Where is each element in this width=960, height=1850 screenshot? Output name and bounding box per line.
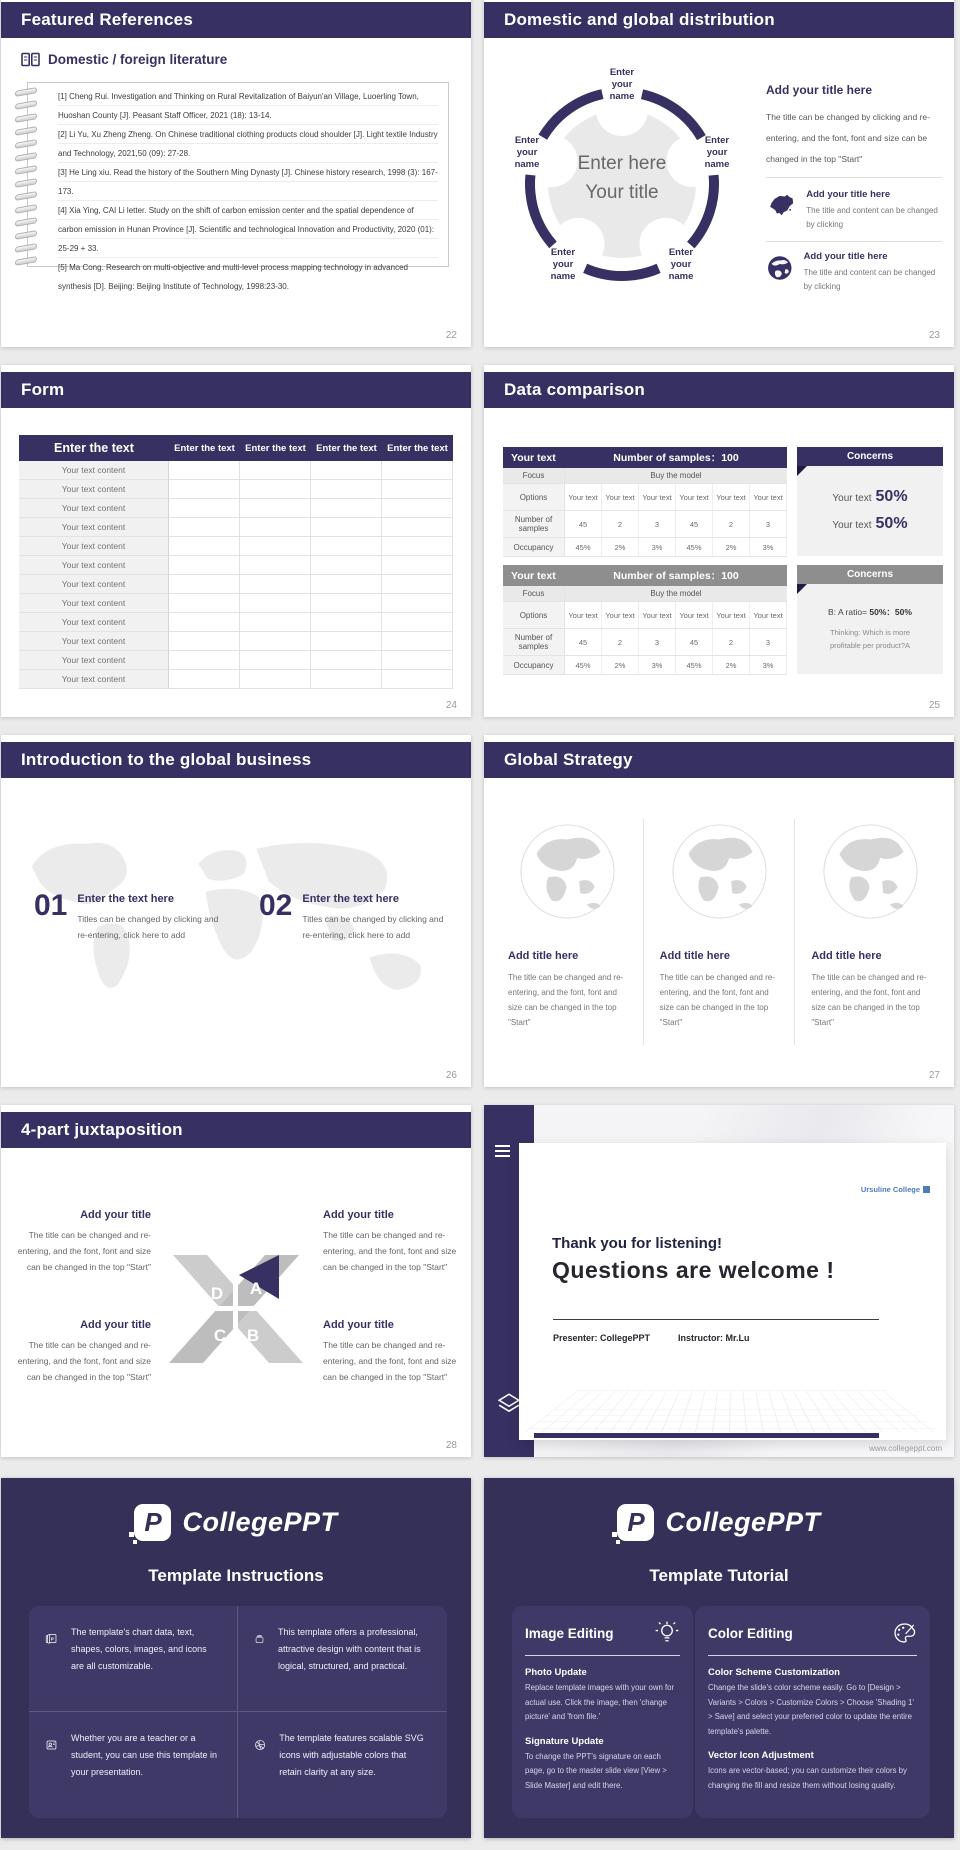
panel-title: Template Instructions	[148, 1566, 324, 1585]
brand-logo	[484, 1504, 954, 1541]
concerns-body	[797, 584, 943, 674]
options-label: Options	[503, 484, 565, 510]
credits-row	[553, 1333, 750, 1343]
slide-data-comparison	[484, 365, 954, 717]
brand-name: CollegePPT	[182, 1507, 338, 1537]
empty-cell	[382, 594, 453, 613]
slide-form	[1, 365, 471, 717]
concerns-title: Concerns	[797, 447, 943, 466]
spiral-binding	[15, 89, 37, 264]
website-url: www.collegeppt.com	[869, 1444, 942, 1453]
empty-cell	[169, 575, 240, 594]
occupancy-cell: 45%	[565, 656, 602, 674]
option-cell: Your text	[639, 602, 676, 628]
occupancy-cell: 2%	[713, 656, 750, 674]
empty-cell	[311, 670, 382, 689]
questions-line: Questions are welcome !	[552, 1257, 835, 1283]
concerns-title: Concerns	[797, 565, 943, 584]
focus-value: Buy the model	[565, 468, 787, 483]
focus-label: Focus	[503, 586, 565, 601]
slide-global-strategy	[484, 735, 954, 1087]
divider	[766, 177, 942, 178]
occupancy-cell: 45%	[565, 538, 602, 556]
instruction-text: The template's chart data, text, shapes, colors, images, and icons are all customizable.	[71, 1627, 207, 1671]
badge-icon	[45, 1730, 58, 1760]
occupancy-cell: 2%	[602, 538, 639, 556]
item-title: Add your title here	[806, 189, 891, 200]
jx-block-top-right	[323, 1209, 463, 1275]
palette-icon	[891, 1620, 917, 1646]
ball-icon	[254, 1730, 266, 1760]
page-number: 25	[928, 700, 940, 711]
table-name: Your text	[511, 569, 556, 582]
table-row	[19, 651, 453, 670]
empty-cell	[240, 651, 311, 670]
option-cell: Your text	[565, 484, 602, 510]
empty-cell	[240, 556, 311, 575]
instruction-card-2	[238, 1606, 447, 1712]
empty-cell	[311, 461, 382, 480]
option-cell: Your text	[750, 484, 787, 510]
item-body: Titles can be changed by clicking and re-entering, click here to add	[302, 914, 444, 940]
diagram-center-text	[547, 149, 697, 207]
slide-title: Domestic and global distribution	[504, 10, 775, 29]
empty-cell	[311, 594, 382, 613]
sample-cell: 3	[639, 629, 676, 655]
slide-title: 4-part juxtaposition	[21, 1120, 183, 1139]
option-cell: Your text	[565, 602, 602, 628]
center-line-1: Enter here	[577, 153, 667, 174]
concern-line: Your text 50%	[832, 488, 908, 505]
block-body: The title can be changed and re-entering, and the font, font and size can be changed in the top "Start"	[323, 1340, 457, 1382]
letter-c: C	[213, 1326, 227, 1345]
empty-cell	[311, 575, 382, 594]
panel-template-instructions	[1, 1478, 471, 1838]
tutorial-subhead: Color Scheme Customization	[708, 1667, 840, 1678]
empty-cell	[240, 632, 311, 651]
panel-template-tutorial	[484, 1478, 954, 1838]
collegeppt-logo-icon: P	[134, 1504, 171, 1541]
tutorial-card-image-editing	[512, 1606, 693, 1818]
option-cell: Your text	[676, 602, 713, 628]
slide-intro-global-business	[1, 735, 471, 1087]
diagram-node-bottom-left: Enter your name	[550, 247, 576, 282]
ribbon-x-graphic	[151, 1247, 321, 1371]
table-row	[19, 594, 453, 613]
block-body: The title can be changed and re-entering, and the font, font and size can be changed in the top "Start"	[17, 1340, 151, 1382]
empty-cell	[240, 613, 311, 632]
instructor-label: Instructor: Mr.Lu	[678, 1333, 750, 1343]
jx-block-bottom-right	[323, 1319, 463, 1385]
slide-title: Global Strategy	[504, 750, 633, 769]
column-title: Add title here	[659, 950, 730, 962]
numbered-item-1	[34, 891, 223, 943]
bottom-accent-strip	[534, 1433, 879, 1438]
tutorial-text: Change the slide's color scheme easily. Go to [Design > Variants > Colors > Customize Colors > Choose 'Shading 1' > Save] and select your preferred color to update the entire template's palette.	[708, 1683, 914, 1736]
globe-graphic	[671, 823, 768, 920]
right-text-block	[766, 83, 942, 170]
sample-cell: 3	[750, 629, 787, 655]
row-label-cell: Your text content	[19, 670, 169, 689]
center-line-2: Your title	[585, 182, 659, 203]
option-cell: Your text	[676, 484, 713, 510]
ratio-line: B: A ratio= 50%：50%	[828, 607, 912, 617]
slide-title-bar	[484, 372, 954, 408]
row-label-cell: Your text content	[19, 575, 169, 594]
block-title: Add your title	[80, 1319, 151, 1331]
page-number: 28	[445, 1440, 457, 1451]
perspective-grid	[525, 1391, 940, 1432]
divider	[525, 1655, 680, 1656]
item-body: The title and content can be changed by clicking	[806, 206, 938, 229]
tutorial-subhead: Vector Icon Adjustment	[708, 1750, 814, 1761]
concerns-box-1	[797, 447, 943, 556]
samples-label: Number of samples	[503, 511, 565, 537]
sample-cell: 2	[602, 629, 639, 655]
table-header-cell: Enter the text	[245, 442, 306, 454]
empty-cell	[169, 613, 240, 632]
item-number: 01	[34, 889, 68, 922]
instruction-text: The template features scalable SVG icons with adjustable colors that retain clarity at any size.	[279, 1733, 424, 1777]
occupancy-cell: 2%	[602, 656, 639, 674]
samples-label: Number of samples	[503, 629, 565, 655]
tutorial-text: Replace template images with your own for actual use. Click the image, then 'change picture' and 'from file.'	[525, 1683, 675, 1721]
item-title: Add your title here	[803, 251, 888, 262]
list-item-global	[766, 251, 942, 294]
slides-icon	[45, 1624, 58, 1654]
empty-cell	[311, 480, 382, 499]
table-row	[19, 575, 453, 594]
instruction-card-4	[238, 1712, 447, 1818]
strategy-columns	[492, 819, 946, 1045]
sample-cell: 45	[565, 511, 602, 537]
page-number: 24	[445, 700, 457, 711]
tutorial-text: To change the PPT's signature on each page, go to the master slide view [View > Slide Master] and edit there.	[525, 1751, 667, 1790]
row-label-cell: Your text content	[19, 594, 169, 613]
card-title: Image Editing	[525, 1625, 614, 1641]
reference-item: [3] He Ling xiu. Read the history of the Southern Ming Dynasty [J]. Chinese history research, 1998 (3): 167-173.	[58, 168, 438, 196]
tutorial-card-color-editing	[695, 1606, 930, 1818]
table-name: Your text	[511, 451, 556, 464]
numbered-item-2	[259, 891, 448, 943]
underline-rule	[553, 1319, 879, 1320]
instruction-text: This template offers a professional, attractive design with content that is logical, structured, and practical.	[278, 1627, 421, 1671]
presenter-label: Presenter: CollegePPT	[553, 1333, 651, 1343]
column-body: The title can be changed and re-entering, and the font, font and size can be changed in the top "Start"	[811, 973, 927, 1027]
brand-name: CollegePPT	[665, 1507, 821, 1537]
brand-logo	[1, 1504, 471, 1541]
slide-domestic-global-distribution	[484, 0, 954, 347]
table-row	[19, 461, 453, 480]
table-row	[19, 670, 453, 689]
option-cell: Your text	[639, 484, 676, 510]
form-table	[19, 435, 453, 689]
concerns-body	[797, 466, 943, 556]
empty-cell	[169, 499, 240, 518]
section-heading	[21, 52, 227, 67]
diagram-node-bottom-right: Enter your name	[668, 247, 694, 282]
option-cell: Your text	[713, 484, 750, 510]
reference-item: [2] Li Yu, Xu Zheng Zheng. On Chinese traditional clothing products cloud shoulder [J]. Light textile Industry and Technology, 2021,50 (09): 27-28.	[58, 130, 438, 158]
occupancy-label: Occupancy	[503, 656, 565, 674]
cycle-diagram	[507, 69, 737, 299]
collegeppt-logo-icon: P	[617, 1504, 654, 1541]
empty-cell	[311, 613, 382, 632]
occupancy-label: Occupancy	[503, 538, 565, 556]
references-panel	[27, 82, 449, 291]
slide-title-bar	[1, 742, 471, 778]
empty-cell	[240, 537, 311, 556]
reference-item: [1] Cheng Rui. Investigation and Thinking on Rural Revitalization of Baiyun'an Village, Luoerling Town, Huoshan County [J]. Peasant Staff Officer, 2021 (18): 13-14.	[58, 92, 419, 120]
item-body: The title and content can be changed by clicking	[803, 268, 936, 291]
table-row	[19, 632, 453, 651]
row-label-cell: Your text content	[19, 613, 169, 632]
thanks-line: Thank you for listening!	[552, 1235, 723, 1252]
empty-cell	[382, 461, 453, 480]
item-title: Enter the text here	[77, 893, 174, 905]
empty-cell	[382, 632, 453, 651]
focus-label: Focus	[503, 468, 565, 483]
option-cell: Your text	[750, 602, 787, 628]
jx-block-bottom-left	[11, 1319, 151, 1385]
table-header-cell: Enter the text	[54, 441, 134, 455]
reference-item: [5] Ma Cong. Research on multi-objective and multi-level process mapping technology in advanced synthesis [D]. Beijing: Beijing Institute of Technology, 1998:23-30.	[58, 263, 408, 291]
divider	[766, 241, 942, 242]
globe-graphic	[822, 823, 919, 920]
slide-title: Featured References	[21, 10, 193, 29]
ratio-note: Thinking: Which is more profitable per product?A	[829, 628, 911, 650]
bulb-icon	[654, 1620, 680, 1646]
table-row	[19, 537, 453, 556]
tutorial-text: Icons are vector-based; you can customize their colors by changing the fill and resize them without losing quality.	[708, 1766, 907, 1790]
table-body	[19, 461, 453, 689]
block-body: The title can be changed and re-entering, and the font, font and size can be changed in the top "Start"	[323, 1230, 457, 1272]
list-item-china	[766, 189, 942, 232]
empty-cell	[169, 556, 240, 575]
block-body: The title can be changed by clicking and re-entering, and the font, font and size can be changed in the top "Start"	[766, 112, 930, 164]
sample-cell: 2	[713, 629, 750, 655]
empty-cell	[169, 480, 240, 499]
table-row	[19, 518, 453, 537]
reference-item: [4] Xia Ying, CAI Li letter. Study on the shift of carbon emission center and the spatial dependence of carbon emission in Hunan Province [J]. Scientific and technological Innovation and Productivity, 2020 (01): 25-29 + 33.	[58, 206, 435, 253]
table-row	[19, 613, 453, 632]
stack-icon	[254, 1624, 265, 1654]
occupancy-cell: 45%	[676, 538, 713, 556]
table-title: Number of samples：100	[613, 452, 739, 464]
option-cell: Your text	[713, 602, 750, 628]
concern-line: Your text 50%	[832, 515, 908, 532]
sample-cell: 45	[676, 629, 713, 655]
empty-cell	[382, 670, 453, 689]
table-header-cell: Enter the text	[316, 442, 377, 454]
tutorial-subhead: Signature Update	[525, 1735, 604, 1747]
instructions-grid	[29, 1606, 447, 1818]
row-label-cell: Your text content	[19, 499, 169, 518]
row-label-cell: Your text content	[19, 480, 169, 499]
slide-featured-references	[1, 0, 471, 347]
empty-cell	[311, 537, 382, 556]
block-title: Add your title here	[766, 83, 873, 97]
column-title: Add title here	[811, 950, 882, 962]
row-label-cell: Your text content	[19, 632, 169, 651]
focus-value: Buy the model	[565, 586, 787, 601]
sample-cell: 45	[565, 629, 602, 655]
occupancy-cell: 3%	[639, 656, 676, 674]
comparison-table-1	[503, 447, 787, 557]
strategy-column	[794, 819, 946, 1045]
empty-cell	[240, 594, 311, 613]
globe-icon	[766, 251, 794, 285]
sample-cell: 2	[713, 511, 750, 537]
occupancy-cell: 45%	[676, 656, 713, 674]
table-row	[19, 480, 453, 499]
occupancy-cell: 3%	[750, 656, 787, 674]
options-label: Options	[503, 602, 565, 628]
item-title: Enter the text here	[302, 893, 399, 905]
empty-cell	[240, 499, 311, 518]
empty-cell	[382, 575, 453, 594]
empty-cell	[382, 556, 453, 575]
slide-title: Form	[21, 380, 65, 399]
comparison-table-2	[503, 565, 787, 675]
instruction-text: Whether you are a teacher or a student, you can use this template in your presentation.	[70, 1733, 218, 1777]
empty-cell	[169, 518, 240, 537]
empty-cell	[169, 537, 240, 556]
empty-cell	[311, 556, 382, 575]
diagram-node-left: Enter your name	[514, 135, 540, 170]
empty-cell	[169, 461, 240, 480]
slide-title: Introduction to the global business	[21, 750, 312, 769]
table-header-cell: Enter the text	[387, 442, 448, 454]
slide-title-bar	[1, 2, 471, 38]
letter-b: B	[246, 1326, 260, 1345]
empty-cell	[382, 613, 453, 632]
page-number: 27	[928, 1070, 940, 1081]
open-book-icon	[21, 52, 40, 67]
option-cell: Your text	[602, 484, 639, 510]
occupancy-cell: 3%	[750, 538, 787, 556]
empty-cell	[311, 499, 382, 518]
row-label-cell: Your text content	[19, 461, 169, 480]
slide-title-bar	[1, 372, 471, 408]
page-number: 22	[445, 330, 457, 341]
tutorial-subhead: Photo Update	[525, 1667, 587, 1678]
block-title: Add your title	[323, 1209, 394, 1221]
table-row	[19, 499, 453, 518]
empty-cell	[382, 499, 453, 518]
column-title: Add title here	[508, 950, 579, 962]
empty-cell	[240, 480, 311, 499]
slide-4-part-juxtaposition	[1, 1105, 471, 1457]
row-label-cell: Your text content	[19, 537, 169, 556]
sample-cell: 2	[602, 511, 639, 537]
empty-cell	[382, 518, 453, 537]
hamburger-icon	[495, 1145, 510, 1160]
empty-cell	[169, 594, 240, 613]
slide-title-bar	[1, 1112, 471, 1148]
thank-you-card	[519, 1143, 946, 1440]
empty-cell	[382, 651, 453, 670]
slide-title: Data comparison	[504, 380, 645, 399]
table-title: Number of samples：100	[613, 570, 739, 582]
instruction-card-1	[29, 1606, 238, 1712]
empty-cell	[169, 651, 240, 670]
item-body: Titles can be changed by clicking and re-entering, click here to add	[77, 914, 219, 940]
table-header-row	[19, 435, 453, 461]
item-number: 02	[259, 889, 293, 922]
occupancy-cell: 3%	[639, 538, 676, 556]
diagram-node-right: Enter your name	[704, 135, 730, 170]
jx-block-top-left	[11, 1209, 151, 1275]
block-body: The title can be changed and re-entering, and the font, font and size can be changed in the top "Start"	[17, 1230, 151, 1272]
section-title-text: Domestic / foreign literature	[48, 52, 228, 67]
empty-cell	[240, 670, 311, 689]
card-title: Color Editing	[708, 1625, 793, 1641]
strategy-column	[492, 819, 643, 1045]
empty-cell	[240, 575, 311, 594]
strategy-column	[643, 819, 795, 1045]
sample-cell: 45	[676, 511, 713, 537]
row-label-cell: Your text content	[19, 518, 169, 537]
empty-cell	[311, 518, 382, 537]
slide-title-bar	[484, 742, 954, 778]
empty-cell	[382, 480, 453, 499]
occupancy-cell: 2%	[713, 538, 750, 556]
letter-a: A	[249, 1279, 263, 1298]
column-body: The title can be changed and re-entering, and the font, font and size can be changed in the top "Start"	[508, 973, 624, 1027]
empty-cell	[169, 632, 240, 651]
letter-d: D	[210, 1284, 224, 1303]
concerns-box-2	[797, 565, 943, 674]
row-label-cell: Your text content	[19, 556, 169, 575]
empty-cell	[382, 537, 453, 556]
column-body: The title can be changed and re-entering, and the font, font and size can be changed in the top "Start"	[659, 973, 775, 1027]
table-header-cell: Enter the text	[174, 442, 235, 454]
block-title: Add your title	[80, 1209, 151, 1221]
globe-graphic	[519, 823, 616, 920]
empty-cell	[311, 632, 382, 651]
school-name: Ursuline College	[860, 1185, 920, 1194]
sample-cell: 3	[750, 511, 787, 537]
school-crest-icon	[923, 1186, 930, 1193]
empty-cell	[169, 670, 240, 689]
divider	[708, 1655, 917, 1656]
option-cell: Your text	[602, 602, 639, 628]
diagram-node-top: Enter your name	[609, 67, 635, 102]
china-map-icon	[766, 189, 796, 221]
page-number: 23	[928, 330, 940, 341]
sample-cell: 3	[639, 511, 676, 537]
panel-title: Template Tutorial	[649, 1566, 789, 1585]
empty-cell	[311, 651, 382, 670]
slide-thank-you	[484, 1105, 954, 1457]
svg-text:P: P	[50, 1636, 54, 1642]
empty-cell	[240, 461, 311, 480]
page-number: 26	[445, 1070, 457, 1081]
block-title: Add your title	[323, 1319, 394, 1331]
table-row	[19, 556, 453, 575]
row-label-cell: Your text content	[19, 651, 169, 670]
school-logo	[861, 1185, 930, 1194]
slide-title-bar	[484, 2, 954, 38]
empty-cell	[240, 518, 311, 537]
layers-icon	[497, 1391, 521, 1415]
instruction-card-3	[29, 1712, 238, 1818]
reference-list	[58, 87, 438, 291]
